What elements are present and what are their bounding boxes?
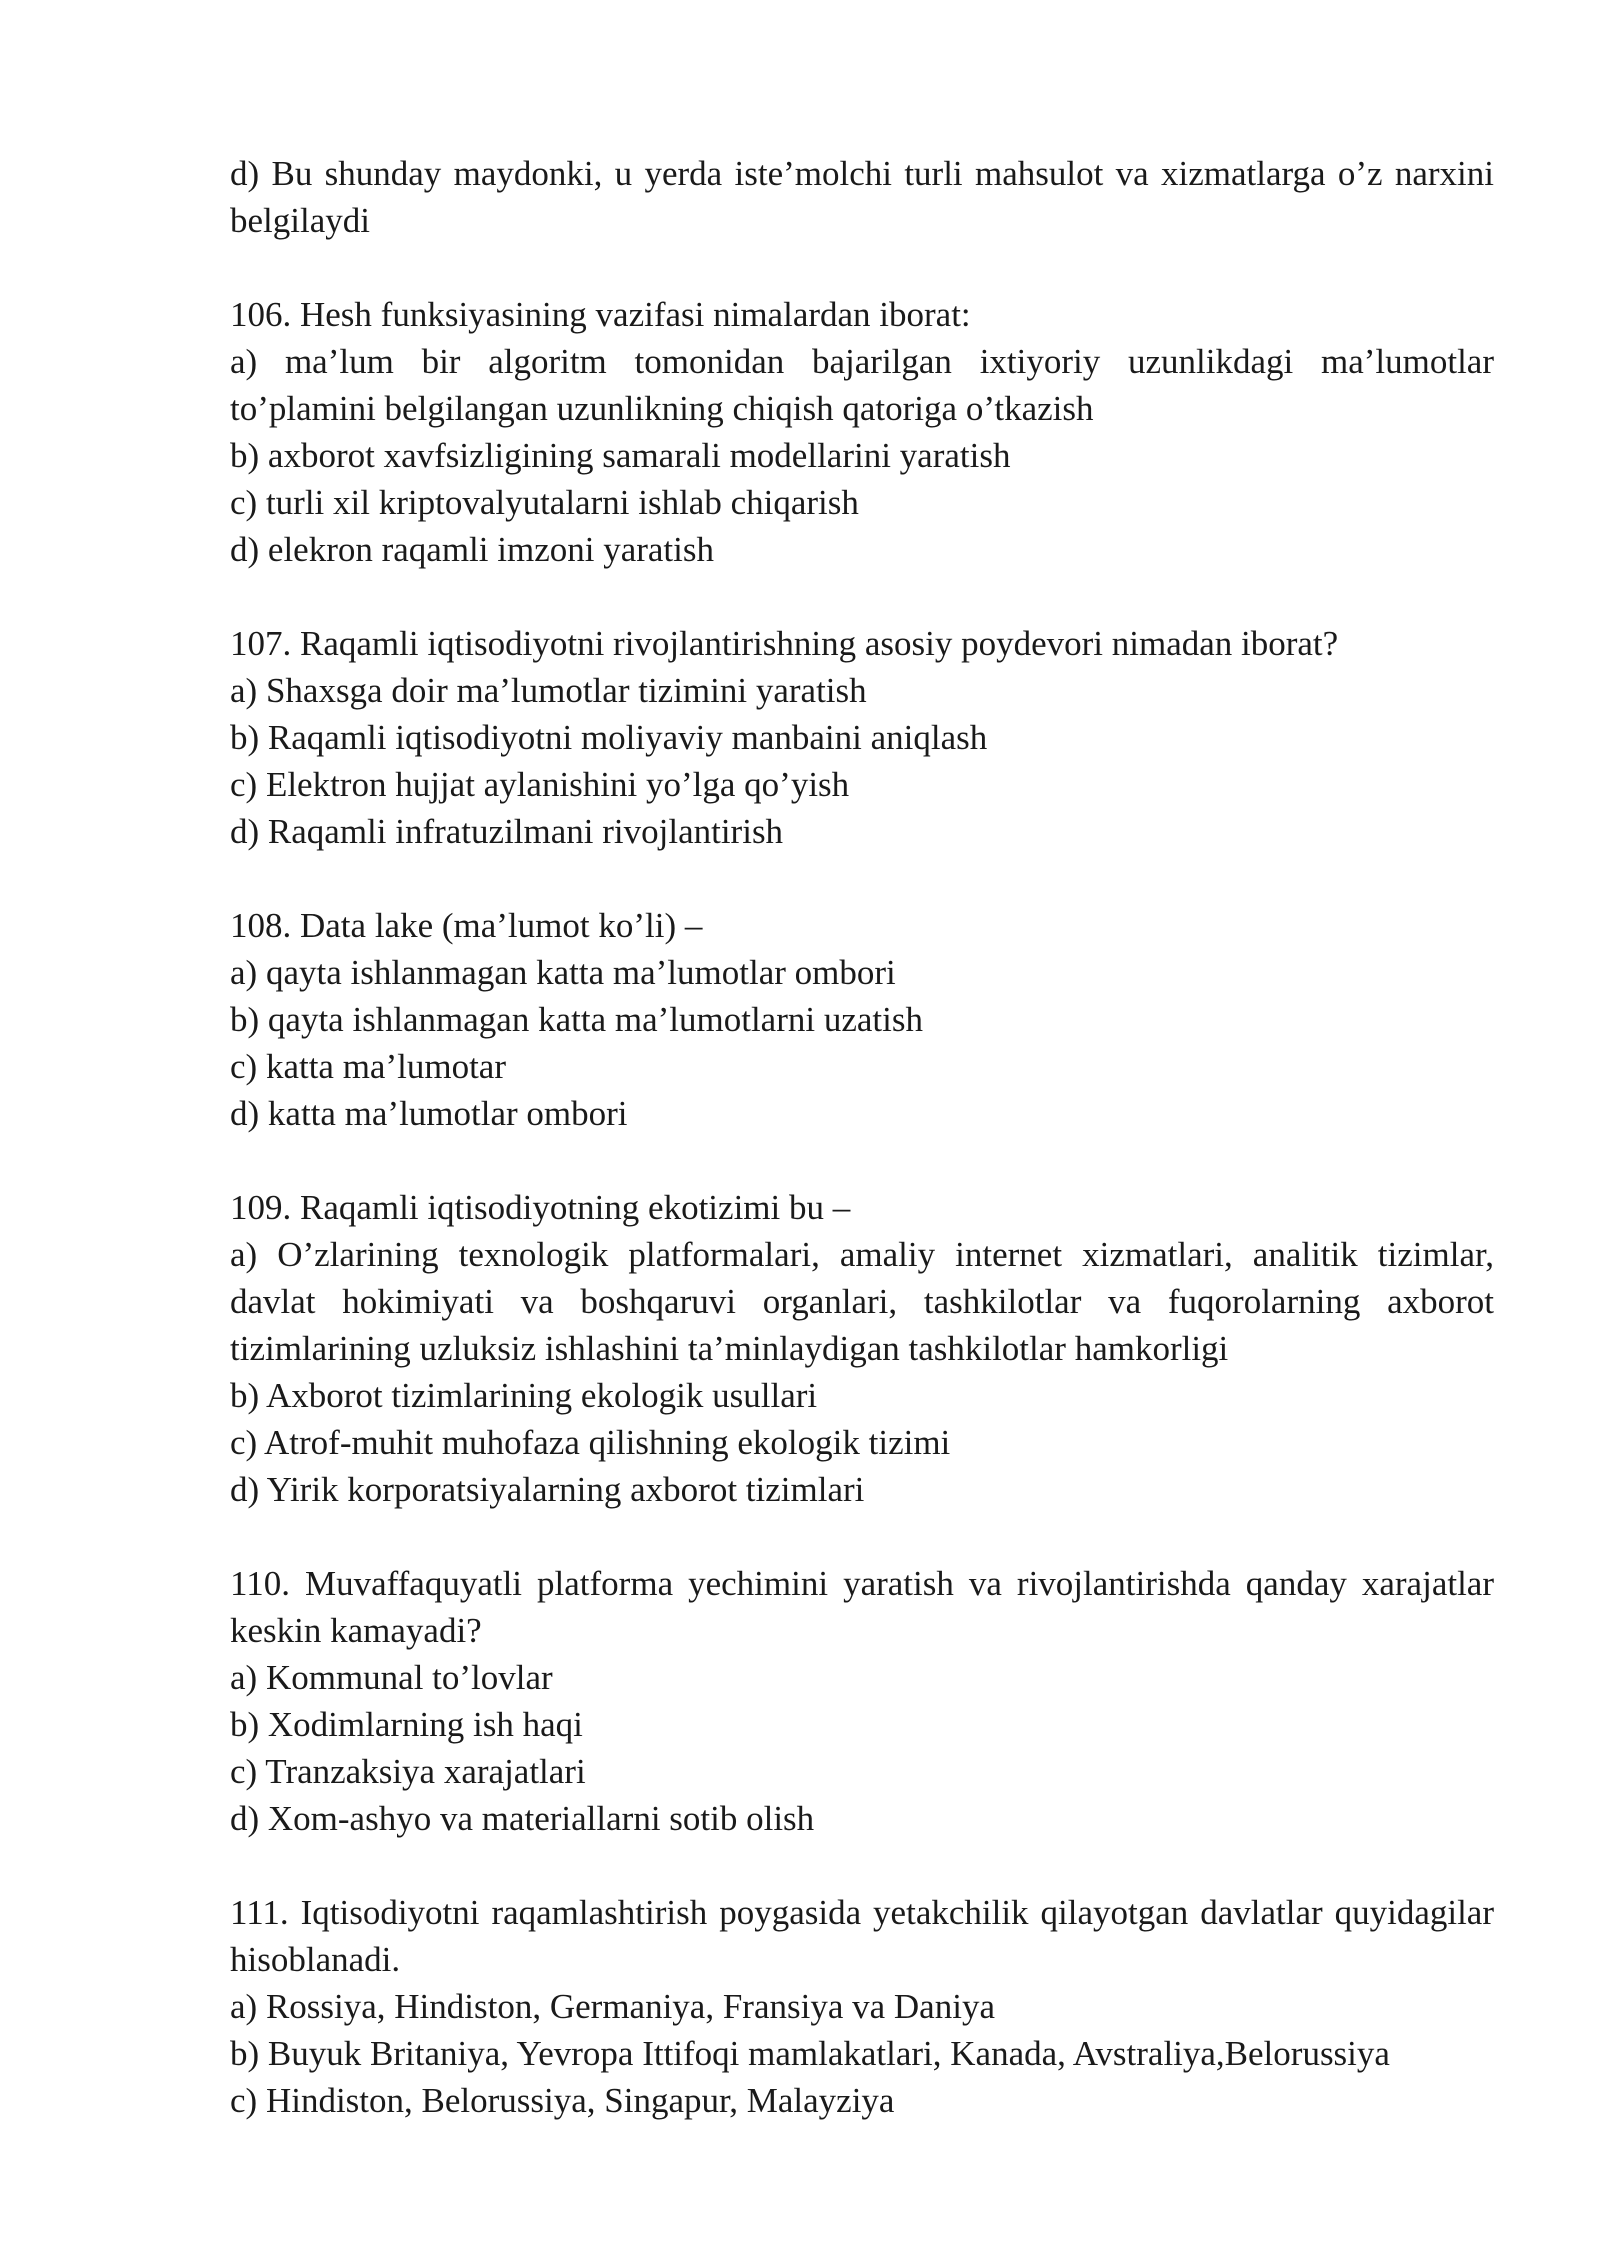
option-d: d) katta ma’lumotlar ombori: [230, 1094, 628, 1133]
option-a: a) O’zlarining texnologik platformalari, amaliy internet xizmatlari, analitik tizimlar, davlat hokimiyati va boshqaruvi organlari, tashkilotlar va fuqorolarning axborot tizimlarining uzluksiz ishlashini ta’minlaydigan tashkilotlar hamkorligi: [230, 1235, 1494, 1368]
option-a: a) Rossiya, Hindiston, Germaniya, Fransiya va Daniya: [230, 1987, 995, 2026]
option-c: c) Tranzaksiya xarajatlari: [230, 1752, 586, 1791]
document-page: [230, 150, 1494, 2171]
option-d: d) Yirik korporatsiyalarning axborot tizimlari: [230, 1470, 865, 1509]
option-a: a) Kommunal to’lovlar: [230, 1658, 553, 1697]
question-stem: 111. Iqtisodiyotni raqamlashtirish poygasida yetakchilik qilayotgan davlatlar quyidagilar hisoblanadi.: [230, 1893, 1494, 1979]
option-b: b) qayta ishlanmagan katta ma’lumotlarni uzatish: [230, 1000, 923, 1039]
option-c: c) Hindiston, Belorussiya, Singapur, Malayziya: [230, 2081, 895, 2120]
carryover-block: [230, 150, 1494, 244]
question-stem: 109. Raqamli iqtisodiyotning ekotizimi bu –: [230, 1188, 851, 1227]
question-stem: 106. Hesh funksiyasining vazifasi nimalardan iborat:: [230, 295, 971, 334]
question-stem: 108. Data lake (ma’lumot ko’li) –: [230, 906, 703, 945]
question-stem: 107. Raqamli iqtisodiyotni rivojlantirishning asosiy poydevori nimadan iborat?: [230, 624, 1339, 663]
question-109: [230, 1184, 1494, 1513]
option-c: c) katta ma’lumotar: [230, 1047, 506, 1086]
question-106: [230, 291, 1494, 573]
option-d: d) elekron raqamli imzoni yaratish: [230, 530, 715, 569]
option-b: b) Raqamli iqtisodiyotni moliyaviy manbaini aniqlash: [230, 718, 988, 757]
option-d: d) Raqamli infratuzilmani rivojlantirish: [230, 812, 784, 851]
carryover-option: d) Bu shunday maydonki, u yerda iste’molchi turli mahsulot va xizmatlarga o’z narxini belgilaydi: [230, 154, 1494, 240]
option-b: b) Xodimlarning ish haqi: [230, 1705, 583, 1744]
option-d: d) Xom-ashyo va materiallarni sotib olish: [230, 1799, 815, 1838]
option-b: b) Axborot tizimlarining ekologik usullari: [230, 1376, 818, 1415]
option-b: b) axborot xavfsizligining samarali modellarini yaratish: [230, 436, 1011, 475]
question-108: [230, 902, 1494, 1137]
question-111: [230, 1889, 1494, 2124]
question-110: [230, 1560, 1494, 1842]
option-c: c) turli xil kriptovalyutalarni ishlab chiqarish: [230, 483, 859, 522]
option-a: a) qayta ishlanmagan katta ma’lumotlar ombori: [230, 953, 896, 992]
option-a: a) ma’lum bir algoritm tomonidan bajarilgan ixtiyoriy uzunlikdagi ma’lumotlar to’plamini belgilangan uzunlikning chiqish qatoriga o’tkazish: [230, 342, 1494, 428]
option-b: b) Buyuk Britaniya, Yevropa Ittifoqi mamlakatlari, Kanada, Avstraliya,Belorussiya: [230, 2034, 1390, 2073]
option-a: a) Shaxsga doir ma’lumotlar tizimini yaratish: [230, 671, 867, 710]
question-stem: 110. Muvaffaquyatli platforma yechimini yaratish va rivojlantirishda qanday xarajatlar keskin kamayadi?: [230, 1564, 1494, 1650]
option-c: c) Atrof-muhit muhofaza qilishning ekologik tizimi: [230, 1423, 951, 1462]
option-c: c) Elektron hujjat aylanishini yo’lga qo’yish: [230, 765, 850, 804]
question-107: [230, 620, 1494, 855]
